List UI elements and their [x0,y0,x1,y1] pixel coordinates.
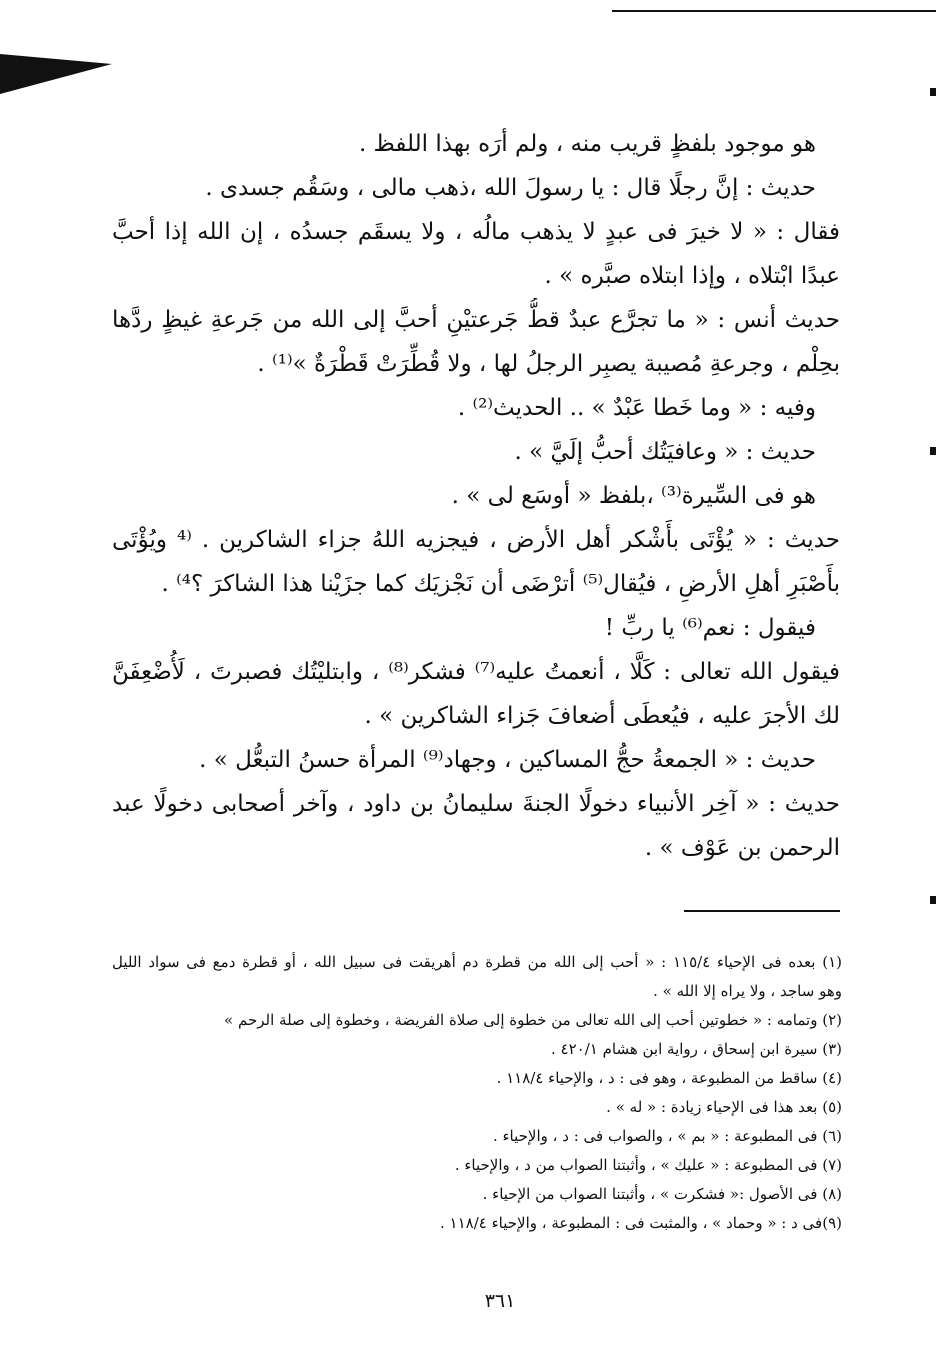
footnotes [112,948,842,1238]
footnote: (٥) بعد هذا فى الإحياء زيادة : « له » . [606,1098,842,1116]
footnote: (٣) سيرة ابن إسحاق ، رواية ابن هشام ٤٢٠/١ . [551,1040,842,1058]
footnote: (٨) فى الأصول :« فشكرت » ، وأثبتنا الصواب من الإحياء . [482,1185,842,1203]
text-line: الرحمن بن عَوْف » . [644,835,840,861]
text-line: وفيه : « وما خَطا عَبْدٌ » .. الحديث⁽²⁾ . [457,395,816,421]
footnote: (١) بعده فى الإحياء ١١٥/٤ : « أحب إلى الله من قطرة دم أهريقت فى سبيل الله ، أو قطرة دمع فى سواد الليل [112,953,842,971]
footnote: (٢) وتمامه : « خطوتين أحب إلى الله تعالى من خطوة إلى صلاة الفريضة ، وخطوة إلى صلة الرحم » [224,1011,842,1029]
edge-mark [930,896,936,904]
text-line: هو فى السِّيرة⁽³⁾ ،بلفظ « أوسَع لى » . [451,483,816,509]
footnote: (٤) ساقط من المطبوعة ، وهو فى : د ، والإحياء ١١٨/٤ . [496,1069,842,1087]
footnote: (٩)فى د : « وحماد » ، والمثبت فى : المطبوعة ، والإحياء ١١٨/٤ . [440,1214,842,1232]
text-line: حديث : « الجمعةُ حجُّ المساكين ، وجهاد⁽⁹⁾ المرأة حسنُ التبعُّل » . [199,747,816,773]
edge-mark [930,447,936,455]
text-line: لك الأجرَ عليه ، فيُعطَى أضعافَ جَزاء الشاكرين » . [364,703,840,729]
text-line: حديث : « وعافيَتُك أحبُّ إلَيَّ » . [514,439,816,465]
top-rule [612,10,936,12]
footnote: (٧) فى المطبوعة : « عليك » ، وأثبتنا الصواب من د ، والإحياء . [454,1156,842,1174]
text-line: فيقول الله تعالى : كَلَّا ، أنعمتُ عليه⁽⁷⁾ فشكر⁽⁸⁾ ، وابتليْتُك فصبرتَ ، لَأُضْعِفَنَّ [112,659,840,685]
corner-wedge-mark [0,54,112,94]
text-line: حديث : « آخِر الأنبياء دخولًا الجنةَ سليمانُ بن داود ، وآخر أصحابى دخولًا عبد [112,791,840,817]
text-line: حديث : إنَّ رجلًا قال : يا رسولَ الله ،ذهب مالى ، وسَقُم جسدى . [205,175,816,201]
main-text [112,122,840,870]
text-line: عبدًا ابْتلاه ، وإذا ابتلاه صبَّره » . [544,263,840,289]
text-line: بأَصْبَرِ أهلِ الأرضِ ، فيُقال⁽⁵⁾ أترْضَى أن نَجْزيَك كما جزَيْنا هذا الشاكرَ ؟⁴⁾ . [161,571,840,597]
edge-mark [930,88,936,96]
text-line: فيقول : نعم⁽⁶⁾ يا ربِّ ! [604,615,816,641]
footnote-continuation: وهو ساجد ، ولا يراه إلا الله » . [653,982,842,1000]
page-number: ٣٦١ [484,1290,516,1312]
text-line: بحِلْم ، وجرعةِ مُصيبة يصبِر الرجلُ لها ، ولا قُطِّرَتْ قَطْرَةٌ »⁽¹⁾ . [257,351,840,377]
text-line: هو موجود بلفظٍ قريب منه ، ولم أرَه بهذا اللفظ . [358,131,816,157]
text-line: فقال : « لا خيرَ فى عبدٍ لا يذهب مالُه ، ولا يسقَم جسدُه ، إن الله إذا أحبَّ [112,219,840,245]
footnote-separator [684,910,840,912]
footnote: (٦) فى المطبوعة : « بم » ، والصواب فى : د ، والإحياء . [492,1127,842,1145]
text-line: حديث أنس : « ما تجرَّع عبدٌ قطُّ جَرعتيْنِ أحبَّ إلى الله من جَرعةِ غيظٍ ردَّها [112,307,840,333]
text-line: حديث : « يُؤْتَى بأَشْكر أهل الأرض ، فيجزيه اللهُ جزاء الشاكرين . ⁽⁴ ويُؤْتَى [112,527,840,553]
